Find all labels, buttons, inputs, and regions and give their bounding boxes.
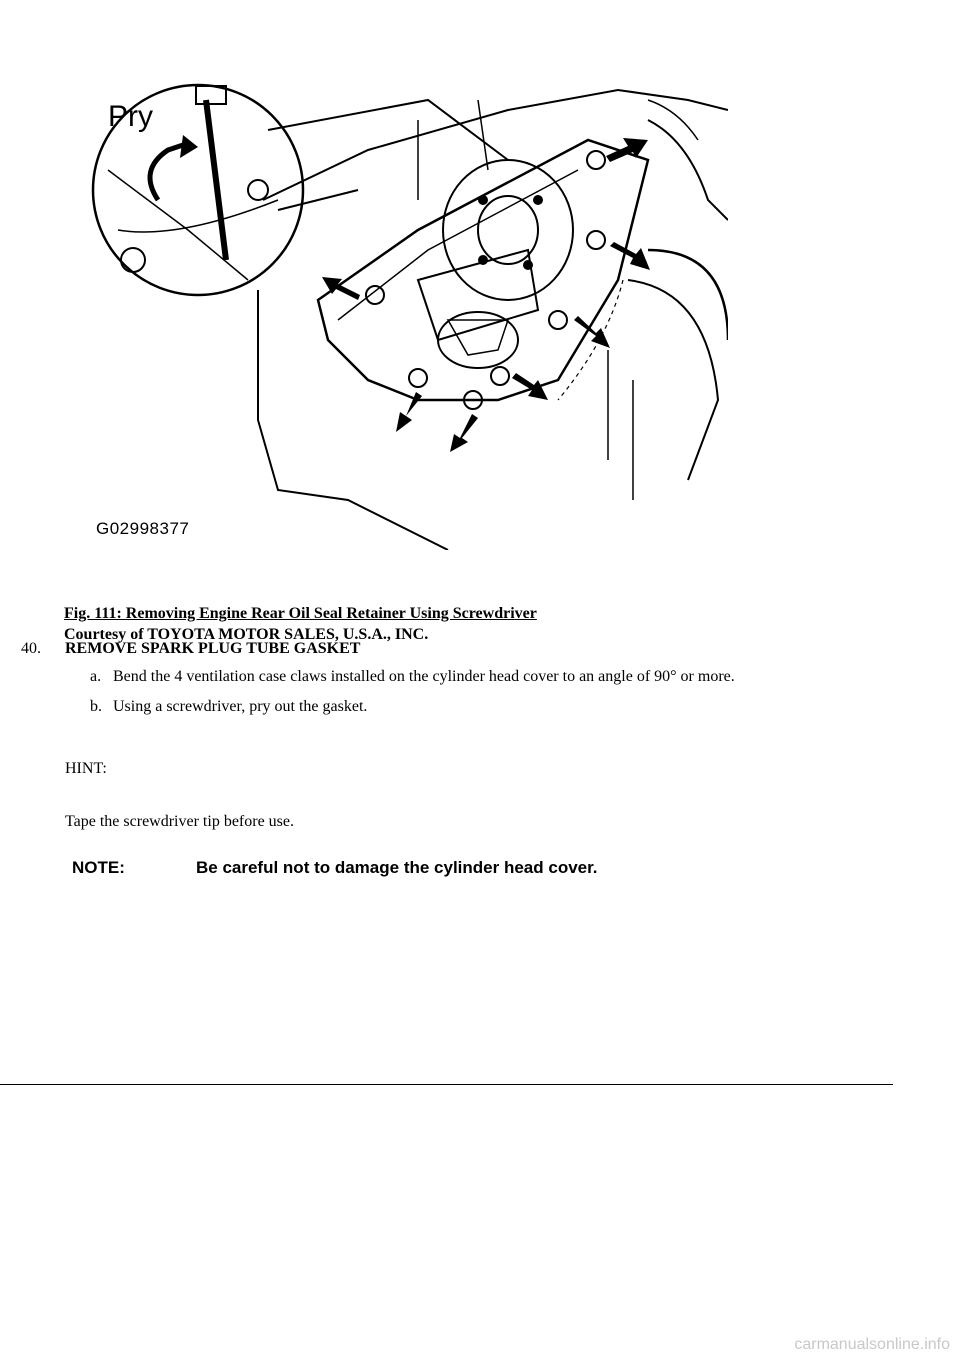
hint-label: HINT:: [65, 760, 107, 777]
engine-illustration: [88, 80, 728, 550]
note-text: Be careful not to damage the cylinder head cover.: [196, 858, 598, 877]
substep-text: Bend the 4 ventilation case claws installed on the cylinder head cover to an angle of 90° or more.: [113, 668, 735, 685]
watermark: carmanualsonline.info: [794, 1336, 950, 1353]
pry-label: Pry: [108, 100, 153, 133]
hint-text: Tape the screwdriver tip before use.: [65, 813, 294, 830]
figure-title: Fig. 111: Removing Engine Rear Oil Seal Retainer Using Screwdriver: [64, 605, 537, 622]
note-label: NOTE:: [72, 858, 125, 877]
step-number: 40.: [21, 640, 41, 657]
figure-courtesy: Courtesy of TOYOTA MOTOR SALES, U.S.A., INC.: [64, 626, 429, 643]
substep-text: Using a screwdriver, pry out the gasket.: [113, 698, 368, 715]
substep-letter: a.: [90, 668, 102, 685]
figure-code: G02998377: [96, 519, 190, 538]
substep-letter: b.: [90, 698, 102, 715]
step-heading: REMOVE SPARK PLUG TUBE GASKET: [65, 640, 361, 657]
page-divider: [0, 1084, 893, 1085]
figure-caption: [64, 603, 537, 645]
